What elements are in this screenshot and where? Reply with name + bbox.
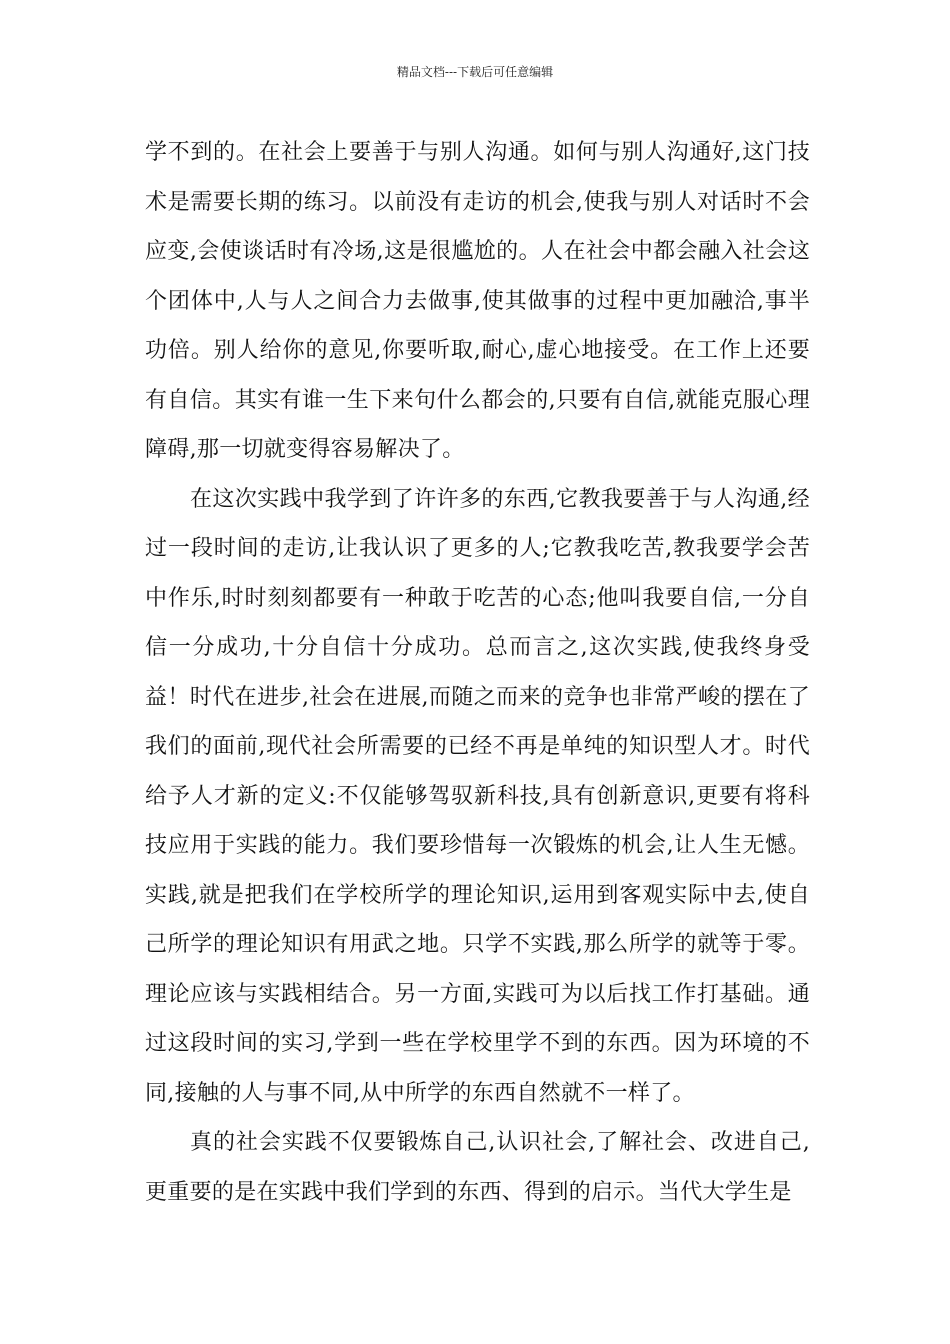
page-header: 精品文档---下载后可任意编辑 [396,65,554,79]
paragraph-1: 学不到的。在社会上要善于与别人沟通。如何与别人沟通好,这门技术是需要长期的练习。以前没有走访的机会,使我与别人对话时不会应变,会使谈话时有冷场,这是很尴尬的。人在社会中都会融入社会这个团体中,人与人之间合力去做事,使其做事的过程中更加融洽,事半功倍。别人给你的意见,你要听取,耐心,虚心地接受。在工作上还要有自信。其实有谁一生下来句什么都会的,只要有自信,就能克服心理障碍,那一切就变得容易解决了。 [145,140,810,462]
paragraph-3: 真的社会实践不仅要锻炼自己,认识社会,了解社会、改进自己,更重要的是在实践中我们学到的东西、得到的启示。当代大学生是 [145,1130,810,1205]
document-body [145,128,810,1217]
paragraph-2: 在这次实践中我学到了许许多的东西,它教我要善于与人沟通,经过一段时间的走访,让我认识了更多的人;它教我吃苦,教我要学会苦中作乐,时时刻刻都要有一种敢于吃苦的心态;他叫我要自信,一分自信一分成功,十分自信十分成功。总而言之,这次实践,使我终身受益！时代在进步,社会在进展,而随之而来的竞争也非常严峻的摆在了我们的面前,现代社会所需要的已经不再是单纯的知识型人才。时代给予人才新的定义:不仅能够驾驭新科技,具有创新意识,更要有将科技应用于实践的能力。我们要珍惜每一次锻炼的机会,让人生无憾。实践,就是把我们在学校所学的理论知识,运用到客观实际中去,使自己所学的理论知识有用武之地。只学不实践,那么所学的就等于零。理论应该与实践相结合。另一方面,实践可为以后找工作打基础。通过这段时间的实习,学到一些在学校里学不到的东西。因为环境的不同,接触的人与事不同,从中所学的东西自然就不一样了。 [145,486,810,1106]
